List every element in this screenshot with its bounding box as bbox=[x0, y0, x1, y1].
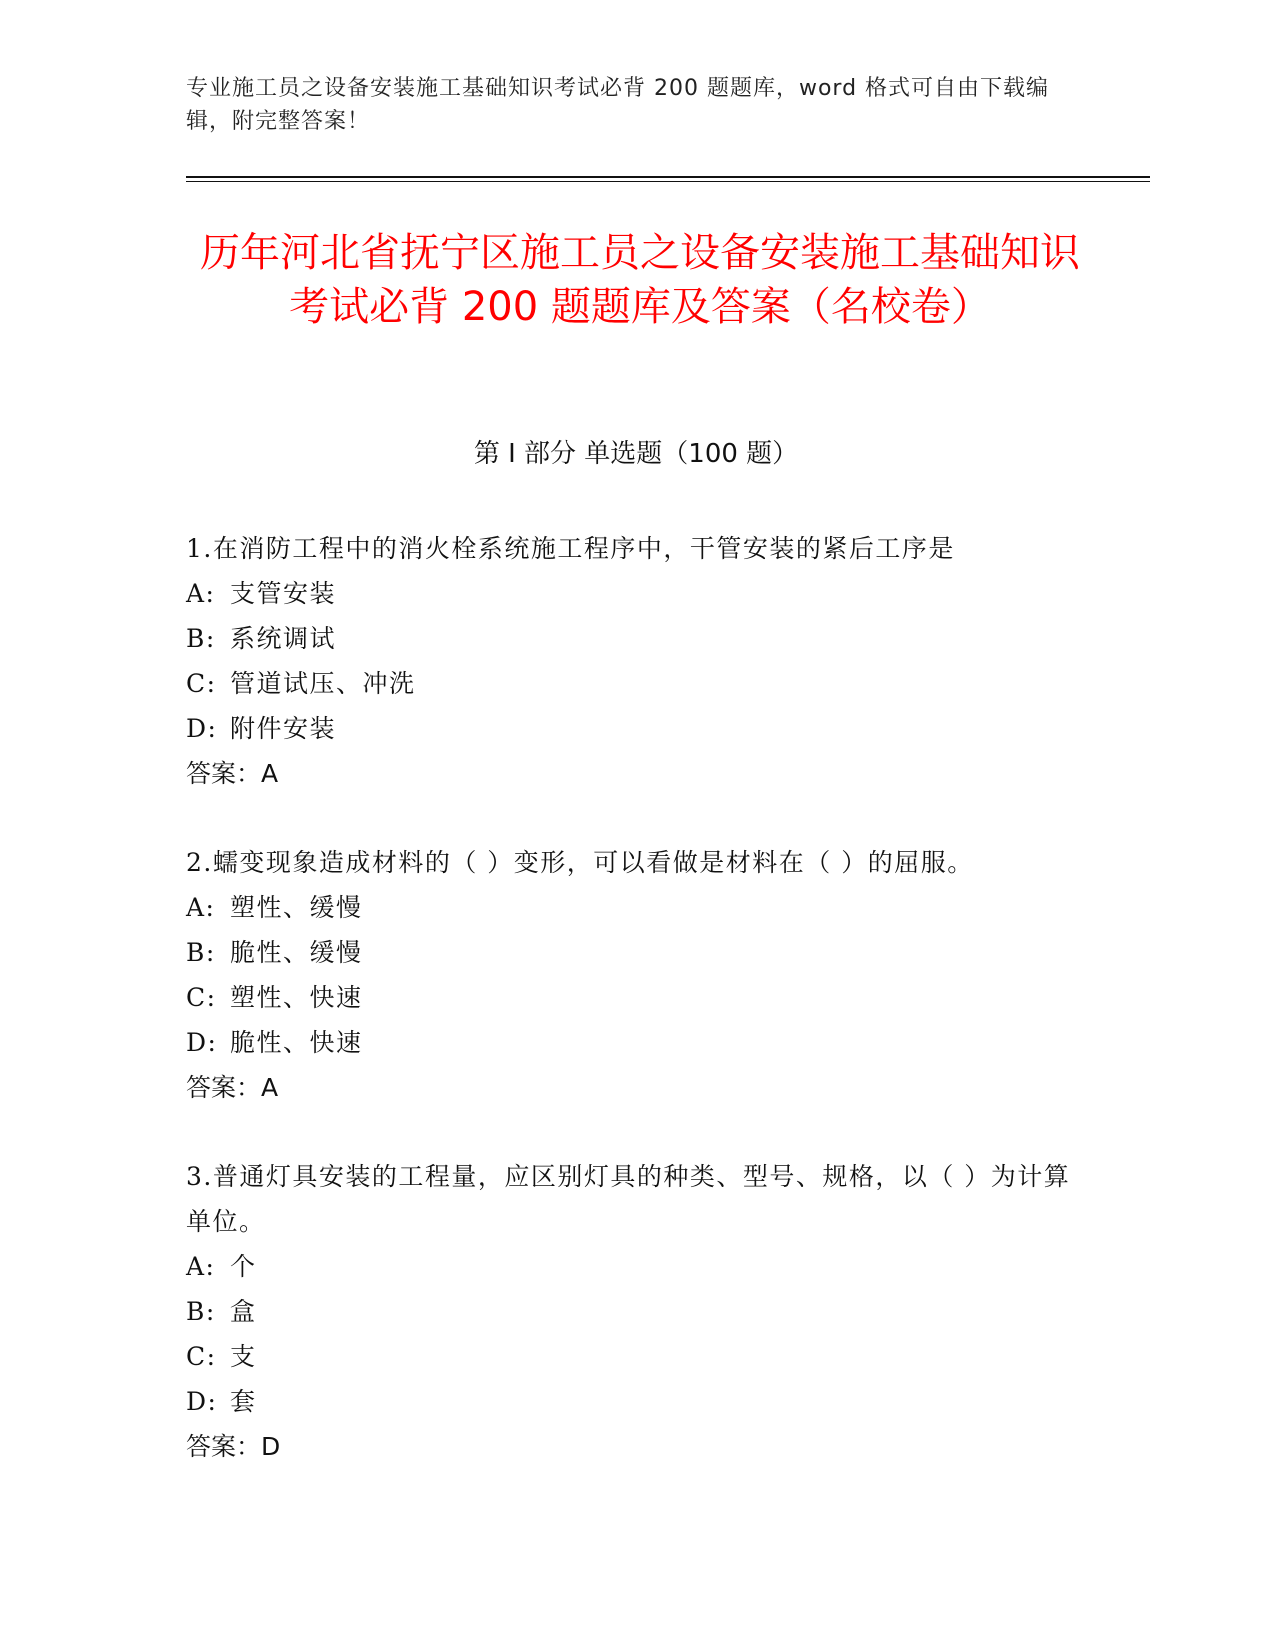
option-letter: B: bbox=[186, 938, 216, 967]
question-3 bbox=[186, 1154, 1086, 1469]
option-c bbox=[186, 1334, 1086, 1379]
option-letter: C: bbox=[186, 669, 217, 698]
option-text: 塑性、缓慢 bbox=[230, 893, 363, 922]
option-letter: C: bbox=[186, 983, 217, 1012]
header-rule-thin bbox=[186, 181, 1150, 182]
option-text: 附件安装 bbox=[230, 714, 337, 743]
option-a bbox=[186, 571, 1086, 616]
option-letter: B: bbox=[186, 624, 216, 653]
option-b bbox=[186, 930, 1086, 975]
answer-line: 答案：A bbox=[186, 1073, 279, 1102]
option-text: 脆性、缓慢 bbox=[230, 938, 363, 967]
option-b bbox=[186, 616, 1086, 661]
option-letter: C: bbox=[186, 1342, 217, 1371]
section-heading: 第 I 部分 单选题（100 题） bbox=[473, 439, 799, 469]
option-text: 支管安装 bbox=[230, 579, 337, 608]
option-b bbox=[186, 1289, 1086, 1334]
option-c bbox=[186, 975, 1086, 1020]
option-text: 脆性、快速 bbox=[230, 1028, 363, 1057]
option-text: 套 bbox=[230, 1387, 257, 1416]
option-a bbox=[186, 885, 1086, 930]
option-text: 管道试压、冲洗 bbox=[230, 669, 416, 698]
header-note: 专业施工员之设备安装施工基础知识考试必背 200 题题库，word 格式可自由下载编辑，附完整答案！ bbox=[186, 76, 1050, 134]
option-text: 盒 bbox=[230, 1297, 257, 1326]
option-a bbox=[186, 1244, 1086, 1289]
option-text: 支 bbox=[230, 1342, 257, 1371]
option-letter: D: bbox=[186, 1387, 218, 1416]
option-d bbox=[186, 1379, 1086, 1424]
header-rule-thick bbox=[186, 176, 1150, 178]
option-c bbox=[186, 661, 1086, 706]
question-stem: 3.普通灯具安装的工程量，应区别灯具的种类、型号、规格，以（ ）为计算单位。 bbox=[186, 1162, 1071, 1236]
option-text: 系统调试 bbox=[230, 624, 337, 653]
question-stem: 1.在消防工程中的消火栓系统施工程序中，干管安装的紧后工序是 bbox=[186, 534, 955, 563]
option-text: 个 bbox=[230, 1252, 257, 1281]
option-letter: D: bbox=[186, 1028, 218, 1057]
answer-line: 答案：A bbox=[186, 759, 279, 788]
answer-line: 答案：D bbox=[186, 1432, 281, 1461]
option-letter: B: bbox=[186, 1297, 216, 1326]
question-1 bbox=[186, 526, 1086, 796]
option-letter: A: bbox=[186, 1252, 216, 1281]
option-d bbox=[186, 1020, 1086, 1065]
question-list bbox=[186, 526, 1086, 1513]
document-title: 历年河北省抚宁区施工员之设备安装施工基础知识考试必背 200 题题库及答案（名校卷） bbox=[200, 230, 1080, 330]
option-letter: D: bbox=[186, 714, 218, 743]
option-d bbox=[186, 706, 1086, 751]
question-stem: 2.蠕变现象造成材料的（ ）变形，可以看做是材料在（ ）的屈服。 bbox=[186, 848, 974, 877]
option-letter: A: bbox=[186, 893, 216, 922]
option-letter: A: bbox=[186, 579, 216, 608]
question-2 bbox=[186, 840, 1086, 1110]
option-text: 塑性、快速 bbox=[230, 983, 363, 1012]
